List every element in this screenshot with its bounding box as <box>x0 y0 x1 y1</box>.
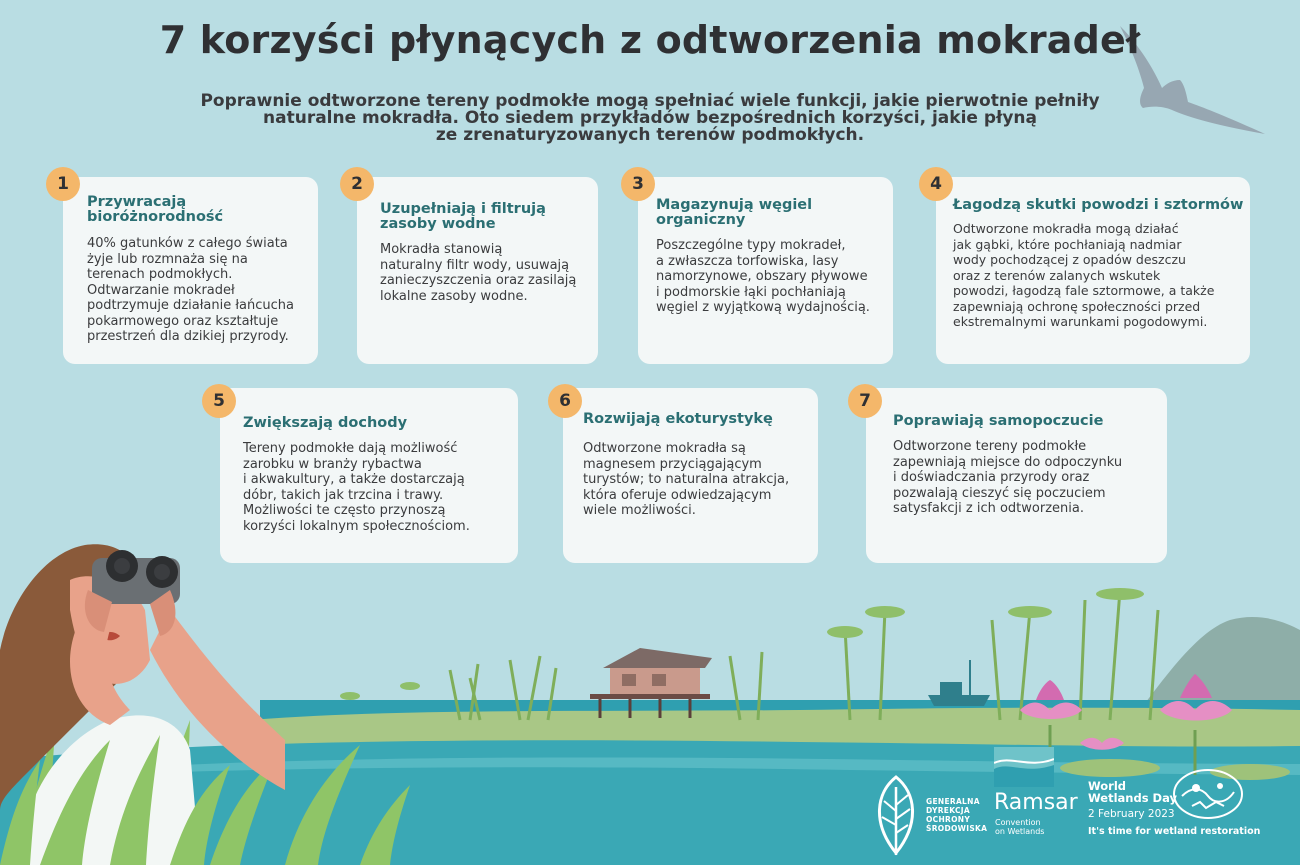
card-body-line: satysfakcji z ich odtworzenia. <box>893 501 1084 516</box>
card-body-line: Tereny podmokłe dają możliwość <box>243 441 458 456</box>
number-badge: 1 <box>46 167 80 201</box>
card-body-line: korzyści lokalnym społecznościom. <box>243 518 470 534</box>
leaf-logo-icon <box>868 775 924 857</box>
wwd-date: 2 February 2023 <box>1088 808 1175 820</box>
card-body-line: a zwłaszcza torfowiska, lasy <box>656 253 839 269</box>
gdos-logo-text <box>926 797 987 833</box>
card-title <box>656 198 812 228</box>
card-title-line: bioróżnorodność <box>87 209 224 225</box>
card-body-line: powodzi, łagodzą fale sztormowe, a także <box>953 283 1215 298</box>
benefit-card-5 <box>220 388 518 563</box>
subtitle-line: Poprawnie odtworzone tereny podmokłe mogą spełniać wiele funkcji, jakie pierwotnie pełniły <box>200 91 1100 111</box>
number-badge: 3 <box>621 167 655 201</box>
number-badge: 2 <box>340 167 374 201</box>
card-title-line: Magazynują węgiel <box>656 197 813 213</box>
card-body-line: Odtworzone mokradła mogą działać <box>953 221 1179 236</box>
card-title-line: Łagodzą skutki powodzi i sztormów <box>953 197 1244 213</box>
card-body <box>87 236 294 345</box>
woman-with-binoculars <box>0 540 290 865</box>
card-body-line: zanieczyszczenia oraz zasilają <box>380 273 577 288</box>
card-body-line: i doświadczania przyrody oraz <box>893 470 1090 485</box>
card-body <box>380 242 576 304</box>
card-body-line: przestrzeń dla dzikiej przyrody. <box>87 329 289 344</box>
card-title <box>380 202 546 232</box>
card-title-line: Przywracają <box>87 194 187 210</box>
card-body-line: pozwalają cieszyć się poczuciem <box>893 485 1106 501</box>
card-body-line: Możliwości te często przynoszą <box>243 503 446 518</box>
card-title-line: organiczny <box>656 212 746 228</box>
gdos-line: DYREKCJA <box>926 806 970 815</box>
card-title-line: Poprawiają samopoczucie <box>893 413 1104 429</box>
card-body <box>893 439 1122 517</box>
card-body-line: Odtwarzanie mokradeł <box>87 282 235 298</box>
card-body-line: Poszczególne typy mokradeł, <box>656 238 846 253</box>
card-body-line: terenach podmokłych. <box>87 267 233 282</box>
card-body-line: zarobku w branży rybactwa <box>243 456 422 472</box>
card-body <box>583 441 789 519</box>
subtitle-line: ze zrenaturyzowanych terenów podmokłych. <box>435 125 865 145</box>
card-title <box>953 198 1243 213</box>
card-body-line: naturalny filtr wody, usuwają <box>380 257 570 273</box>
card-body-line: turystów; to naturalna atrakcja, <box>583 472 790 487</box>
ramsar-subtitle <box>995 818 1044 836</box>
card-body-line: żyje lub rozmnaża się na <box>87 251 248 267</box>
benefit-card-6 <box>563 388 818 563</box>
benefit-card-1 <box>63 177 318 364</box>
wwd-tagline: It's time for wetland restoration <box>1088 826 1261 837</box>
card-title <box>243 416 407 431</box>
card-body-line: Odtworzone tereny podmokłe <box>893 439 1087 454</box>
card-body-line: namorzynowe, obszary pływowe <box>656 269 868 284</box>
card-title <box>583 412 773 427</box>
card-body-line: lokalne zasoby wodne. <box>380 288 528 304</box>
card-body-line: pokarmowego oraz kształtuje <box>87 313 279 329</box>
lily-pad <box>1060 759 1160 777</box>
benefit-card-2 <box>357 177 598 364</box>
benefit-card-4 <box>936 177 1250 364</box>
card-body-line: magnesem przyciągającym <box>583 456 762 472</box>
card-title-line: Uzupełniają i filtrują <box>380 201 546 217</box>
card-title <box>893 414 1103 429</box>
card-title <box>87 195 223 225</box>
card-body-line: Mokradła stanowią <box>380 242 503 257</box>
number-badge: 7 <box>848 384 882 418</box>
card-body-line: i akwakultury, a także dostarczają <box>243 472 465 487</box>
card-body-line: która oferuje odwiedzającym <box>583 487 772 503</box>
card-body-line: węgiel z wyjątkową wydajnością. <box>656 300 870 315</box>
card-body <box>953 221 1214 330</box>
wwd-title <box>1088 780 1177 804</box>
card-body-line: ekstremalnymi warunkami pogodowymi. <box>953 314 1208 329</box>
number-badge: 6 <box>548 384 582 418</box>
benefit-card-7 <box>866 388 1167 563</box>
card-body-line: i podmorskie łąki pochłaniają <box>656 284 846 300</box>
number-badge: 4 <box>919 167 953 201</box>
number-badge: 5 <box>202 384 236 418</box>
ramsar-sub-line: on Wetlands <box>995 827 1045 836</box>
card-body <box>243 441 470 534</box>
card-title-line: Zwiększają dochody <box>243 415 408 431</box>
page-title: 7 korzyści płynących z odtworzenia mokradeł <box>159 18 1141 62</box>
boat-icon <box>928 660 990 706</box>
card-body-line: jak gąbki, które pochłaniają nadmiar <box>953 236 1182 252</box>
card-body-line: podtrzymuje działanie łańcucha <box>87 298 294 313</box>
wwd-title-line: World <box>1088 779 1127 793</box>
card-body-line: 40% gatunków z całego świata <box>87 236 288 251</box>
ramsar-wordmark: Ramsar <box>994 790 1078 815</box>
card-body-line: oraz z terenów zalanych wskutek <box>953 267 1161 283</box>
wwd-title-line: Wetlands Day <box>1088 791 1177 805</box>
card-body-line: zapewniają ochronę społeczności przed <box>953 298 1201 314</box>
card-body-line: dóbr, takich jak trzcina i trawy. <box>243 487 444 503</box>
ramsar-logo-icon <box>994 747 1054 787</box>
page-subtitle <box>195 93 1105 144</box>
card-body <box>656 238 870 316</box>
subtitle-line: naturalne mokradła. Oto siedem przykładów bezpośrednich korzyści, jakie płyną <box>263 108 1037 128</box>
card-title-line: zasoby wodne <box>380 216 496 232</box>
card-body-line: Odtworzone mokradła są <box>583 441 746 456</box>
benefit-card-3 <box>638 177 893 364</box>
card-title-line: Rozwijają ekoturystykę <box>583 411 773 427</box>
ramsar-sub-line: Convention <box>995 818 1041 827</box>
wwd-emblem-icon <box>1172 768 1244 820</box>
card-body-line: wiele możliwości. <box>583 503 696 518</box>
gdos-line: GENERALNA <box>926 797 980 806</box>
card-body-line: zapewniają miejsce do odpoczynku <box>893 454 1123 470</box>
gdos-line: ŚRODOWISKA <box>926 824 988 833</box>
card-body-line: wody pochodzącej z opadów deszczu <box>953 252 1186 267</box>
gdos-line: OCHRONY <box>926 815 971 824</box>
